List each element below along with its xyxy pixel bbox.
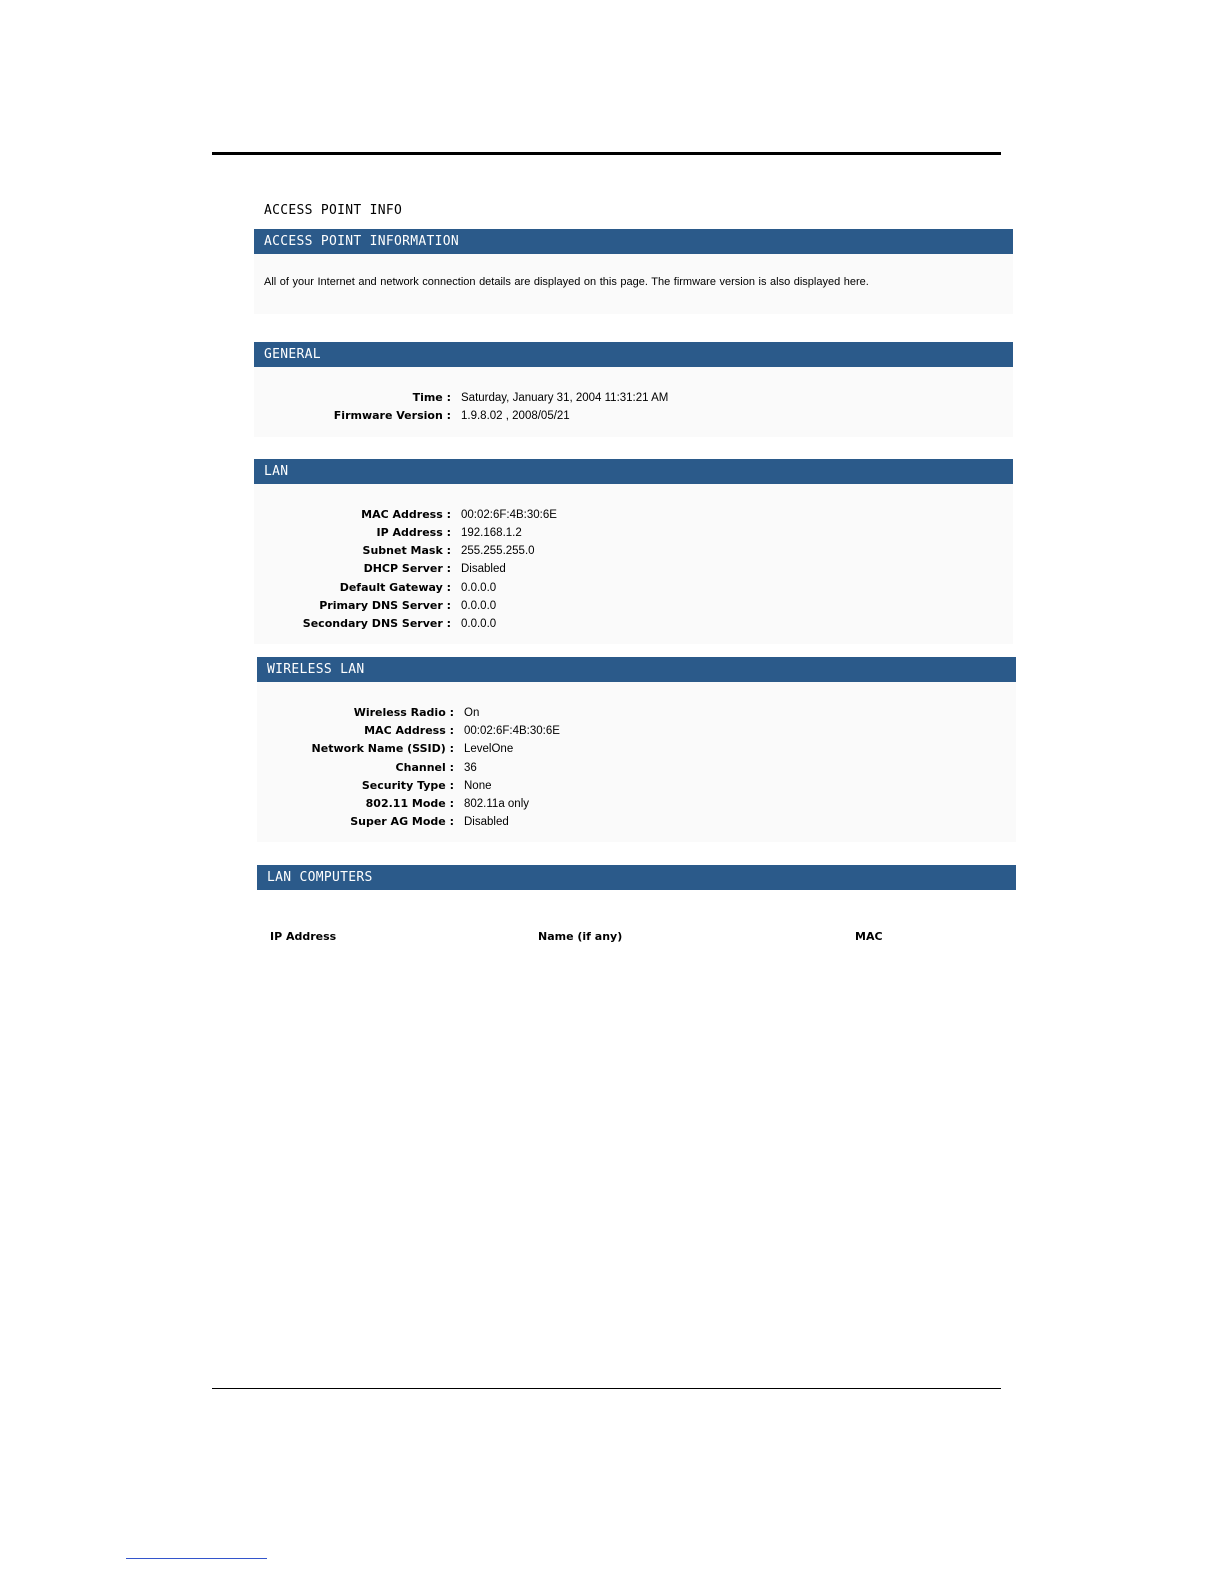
wireless-radio-label: Wireless Radio : bbox=[353, 706, 454, 719]
wireless-row-mac bbox=[0, 722, 560, 740]
wireless-ssid-label: Network Name (SSID) : bbox=[311, 742, 454, 755]
lan-secondary-dns-value: 0.0.0.0 bbox=[461, 618, 497, 630]
wireless-section-header: WIRELESS LAN bbox=[257, 657, 1016, 682]
lan-section-header: LAN bbox=[254, 459, 1013, 484]
lan-gateway-value: 0.0.0.0 bbox=[461, 582, 497, 594]
wireless-channel-value: 36 bbox=[464, 762, 477, 774]
general-row-time bbox=[0, 389, 669, 407]
lan-primary-dns-value: 0.0.0.0 bbox=[461, 600, 497, 612]
wireless-mode-label: 802.11 Mode : bbox=[365, 797, 454, 810]
lan-row-ip bbox=[0, 524, 522, 542]
wireless-row-ssid bbox=[0, 740, 514, 758]
lan-mac-label: MAC Address : bbox=[361, 508, 451, 521]
column-header-mac: MAC bbox=[855, 930, 883, 943]
lan-subnet-label: Subnet Mask : bbox=[362, 544, 451, 557]
lan-subnet-value: 255.255.255.0 bbox=[461, 545, 535, 557]
wireless-ssid-value: LevelOne bbox=[464, 743, 514, 755]
lan-row-mac bbox=[0, 506, 557, 524]
time-label: Time : bbox=[412, 391, 451, 404]
lan-computers-section-header: LAN COMPUTERS bbox=[257, 865, 1016, 890]
wireless-mac-label: MAC Address : bbox=[364, 724, 454, 737]
wireless-security-label: Security Type : bbox=[361, 779, 454, 792]
wireless-mac-value: 00:02:6F:4B:30:6E bbox=[464, 725, 560, 737]
footer-link-underline bbox=[126, 1558, 267, 1559]
lan-row-gateway bbox=[0, 579, 497, 597]
lan-dhcp-value: Disabled bbox=[461, 563, 506, 575]
lan-ip-value: 192.168.1.2 bbox=[461, 527, 522, 539]
wireless-mode-value: 802.11a only bbox=[464, 798, 530, 810]
wireless-radio-value: On bbox=[464, 707, 480, 719]
lan-primary-dns-label: Primary DNS Server : bbox=[319, 599, 451, 612]
wireless-super-ag-label: Super AG Mode : bbox=[350, 815, 454, 828]
lan-row-dhcp bbox=[0, 560, 506, 578]
firmware-version-label: Firmware Version : bbox=[333, 409, 451, 422]
lan-row-primary-dns bbox=[0, 597, 497, 615]
bottom-rule bbox=[212, 1388, 1001, 1389]
wireless-row-radio bbox=[0, 704, 480, 722]
wireless-row-channel bbox=[0, 759, 477, 777]
lan-secondary-dns-label: Secondary DNS Server : bbox=[302, 617, 451, 630]
time-value: Saturday, January 31, 2004 11:31:21 AM bbox=[461, 392, 669, 404]
lan-dhcp-label: DHCP Server : bbox=[363, 562, 451, 575]
wireless-channel-label: Channel : bbox=[395, 761, 454, 774]
lan-mac-value: 00:02:6F:4B:30:6E bbox=[461, 509, 557, 521]
wireless-row-security bbox=[0, 777, 492, 795]
column-header-ip-address: IP Address bbox=[270, 930, 337, 943]
lan-ip-label: IP Address : bbox=[376, 526, 451, 539]
column-header-name: Name (if any) bbox=[538, 930, 623, 943]
firmware-version-value: 1.9.8.02 , 2008/05/21 bbox=[461, 410, 570, 422]
wireless-row-mode bbox=[0, 795, 530, 813]
general-section-header: GENERAL bbox=[254, 342, 1013, 367]
lan-gateway-label: Default Gateway : bbox=[339, 581, 451, 594]
info-description: All of your Internet and network connection details are displayed on this page. The firmware version is also displayed here. bbox=[264, 276, 869, 288]
wireless-row-super-ag bbox=[0, 813, 509, 831]
lan-row-subnet bbox=[0, 542, 535, 560]
page-title: ACCESS POINT INFO bbox=[264, 203, 403, 218]
wireless-security-value: None bbox=[464, 780, 492, 792]
wireless-super-ag-value: Disabled bbox=[464, 816, 509, 828]
general-row-firmware bbox=[0, 407, 570, 425]
info-section-header: ACCESS POINT INFORMATION bbox=[254, 229, 1013, 254]
lan-row-secondary-dns bbox=[0, 615, 497, 633]
top-rule bbox=[212, 152, 1001, 155]
